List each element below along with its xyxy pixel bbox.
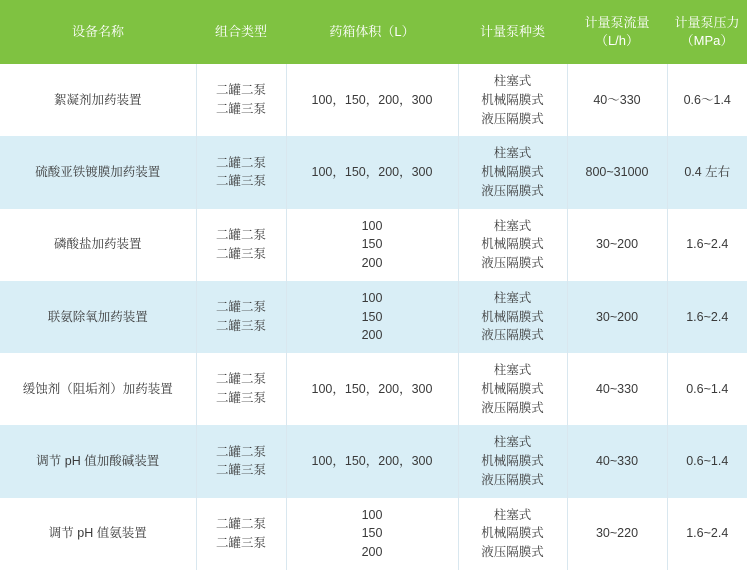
cell-equipment-name: 调节 pH 值加酸碱装置 — [0, 425, 196, 497]
cell-pump-type-line: 柱塞式 — [493, 290, 532, 305]
cell-pump-type — [458, 281, 567, 353]
cell-pump-type-line: 液压隔膜式 — [481, 545, 544, 559]
cell-pump-type-line: 机械隔膜式 — [481, 237, 544, 252]
table-row — [0, 353, 747, 425]
cell-pump-type-line: 液压隔膜式 — [481, 400, 544, 415]
header-cell-combination-type: 组合类型 — [196, 0, 286, 64]
table-row — [0, 64, 747, 136]
cell-combination-type-line: 二罐三泵 — [215, 102, 266, 117]
table-row — [0, 425, 747, 497]
cell-combination-type-line: 二罐二泵 — [215, 444, 266, 459]
cell-combination-type-line: 二罐三泵 — [215, 535, 266, 550]
cell-combination-type-line: 二罐三泵 — [215, 463, 266, 478]
cell-tank-volume-line: 150 — [361, 526, 383, 541]
cell-tank-volume — [286, 281, 458, 353]
cell-pump-flow: 40~330 — [567, 425, 667, 497]
cell-pump-type — [458, 353, 567, 425]
cell-tank-volume — [286, 498, 458, 570]
cell-tank-volume — [286, 425, 458, 497]
cell-pump-pressure: 1.6~2.4 — [667, 498, 747, 570]
cell-combination-type — [196, 136, 286, 208]
cell-tank-volume — [286, 209, 458, 281]
header-pump-pressure-line-2: （MPa） — [680, 33, 734, 48]
cell-pump-pressure: 0.4 左右 — [667, 136, 747, 208]
cell-pump-type-line: 机械隔膜式 — [481, 526, 544, 541]
cell-pump-type-line: 柱塞式 — [493, 74, 532, 88]
header-pump-pressure-line-1: 计量泵压力 — [674, 15, 740, 31]
table-row — [0, 209, 747, 281]
cell-pump-type — [458, 498, 567, 570]
header-pump-flow-line-2: （L/h） — [594, 33, 640, 48]
cell-combination-type-line: 二罐二泵 — [215, 155, 266, 170]
cell-pump-type — [458, 64, 567, 136]
cell-tank-volume-line: 200 — [361, 256, 383, 270]
cell-combination-type — [196, 281, 286, 353]
header-cell-equipment-name: 设备名称 — [0, 0, 196, 64]
cell-pump-flow: 30~200 — [567, 281, 667, 353]
cell-tank-volume — [286, 136, 458, 208]
cell-tank-volume — [286, 64, 458, 136]
cell-tank-volume-line: 200 — [361, 545, 383, 559]
cell-pump-type-line: 柱塞式 — [493, 507, 532, 522]
cell-pump-flow: 30~200 — [567, 209, 667, 281]
cell-combination-type — [196, 209, 286, 281]
cell-pump-type-line: 柱塞式 — [493, 218, 532, 233]
cell-pump-type-line: 柱塞式 — [493, 146, 532, 161]
header-cell-pump-type: 计量泵种类 — [458, 0, 567, 64]
header-pump-flow-line-1: 计量泵流量 — [584, 15, 650, 31]
cell-pump-type-line: 柱塞式 — [493, 435, 532, 450]
cell-tank-volume-line: 100，150，200，300 — [311, 165, 433, 179]
cell-combination-type-line: 二罐二泵 — [215, 372, 266, 387]
cell-pump-type-line: 机械隔膜式 — [481, 92, 544, 107]
cell-pump-pressure: 1.6~2.4 — [667, 281, 747, 353]
cell-pump-pressure: 0.6~1.4 — [667, 425, 747, 497]
cell-equipment-name: 絮凝剂加药装置 — [0, 64, 196, 136]
cell-pump-type-line: 液压隔膜式 — [481, 328, 544, 343]
cell-equipment-name: 联氨除氧加药装置 — [0, 281, 196, 353]
table-body — [0, 64, 747, 570]
cell-combination-type-line: 二罐三泵 — [215, 246, 266, 261]
cell-tank-volume-line: 200 — [361, 328, 383, 343]
cell-combination-type — [196, 498, 286, 570]
cell-pump-type-line: 柱塞式 — [493, 363, 532, 377]
table-row — [0, 498, 747, 570]
table-row — [0, 281, 747, 353]
cell-tank-volume-line: 100 — [361, 290, 383, 305]
cell-pump-type-line: 液压隔膜式 — [481, 472, 544, 487]
cell-tank-volume-line: 150 — [361, 309, 383, 324]
header-row — [0, 0, 747, 64]
cell-combination-type — [196, 64, 286, 136]
cell-pump-flow: 30~220 — [567, 498, 667, 570]
cell-tank-volume — [286, 353, 458, 425]
cell-pump-type-line: 液压隔膜式 — [481, 183, 544, 198]
cell-equipment-name: 磷酸盐加药装置 — [0, 209, 196, 281]
cell-tank-volume-line: 100，150，200，300 — [311, 381, 433, 396]
cell-tank-volume-line: 100，150，200，300 — [311, 454, 433, 468]
cell-pump-pressure: 1.6~2.4 — [667, 209, 747, 281]
cell-tank-volume-line: 100 — [361, 218, 383, 233]
cell-combination-type-line: 二罐二泵 — [215, 300, 266, 315]
cell-equipment-name: 硫酸亚铁镀膜加药装置 — [0, 136, 196, 208]
cell-tank-volume-line: 150 — [361, 237, 383, 252]
cell-pump-type-line: 液压隔膜式 — [481, 111, 544, 126]
table-header — [0, 0, 747, 64]
cell-tank-volume-line: 100 — [361, 507, 383, 522]
cell-combination-type-line: 二罐二泵 — [215, 227, 266, 242]
cell-pump-pressure: 0.6~1.4 — [667, 353, 747, 425]
cell-pump-type-line: 液压隔膜式 — [481, 256, 544, 270]
cell-combination-type-line: 二罐三泵 — [215, 174, 266, 189]
cell-pump-type — [458, 136, 567, 208]
cell-pump-flow: 40~330 — [567, 353, 667, 425]
cell-combination-type-line: 二罐二泵 — [215, 516, 266, 531]
cell-tank-volume-line: 100，150，200，300 — [311, 92, 433, 107]
cell-pump-type-line: 机械隔膜式 — [481, 454, 544, 468]
cell-pump-type-line: 机械隔膜式 — [481, 165, 544, 179]
cell-pump-flow: 40～330 — [567, 64, 667, 136]
cell-pump-type — [458, 209, 567, 281]
header-cell-pump-pressure — [667, 0, 747, 64]
table-row — [0, 136, 747, 208]
cell-pump-flow: 800~31000 — [567, 136, 667, 208]
cell-combination-type-line: 二罐三泵 — [215, 318, 266, 333]
cell-pump-type — [458, 425, 567, 497]
header-cell-tank-volume: 药箱体积（L） — [286, 0, 458, 64]
cell-combination-type-line: 二罐二泵 — [215, 83, 266, 98]
cell-combination-type — [196, 353, 286, 425]
cell-combination-type-line: 二罐三泵 — [215, 391, 266, 406]
cell-equipment-name: 调节 pH 值氨装置 — [0, 498, 196, 570]
cell-equipment-name: 缓蚀剂（阻垢剂）加药装置 — [0, 353, 196, 425]
cell-pump-type-line: 机械隔膜式 — [481, 381, 544, 396]
header-cell-pump-flow — [567, 0, 667, 64]
cell-combination-type — [196, 425, 286, 497]
cell-pump-type-line: 机械隔膜式 — [481, 309, 544, 324]
cell-pump-pressure: 0.6～1.4 — [667, 64, 747, 136]
